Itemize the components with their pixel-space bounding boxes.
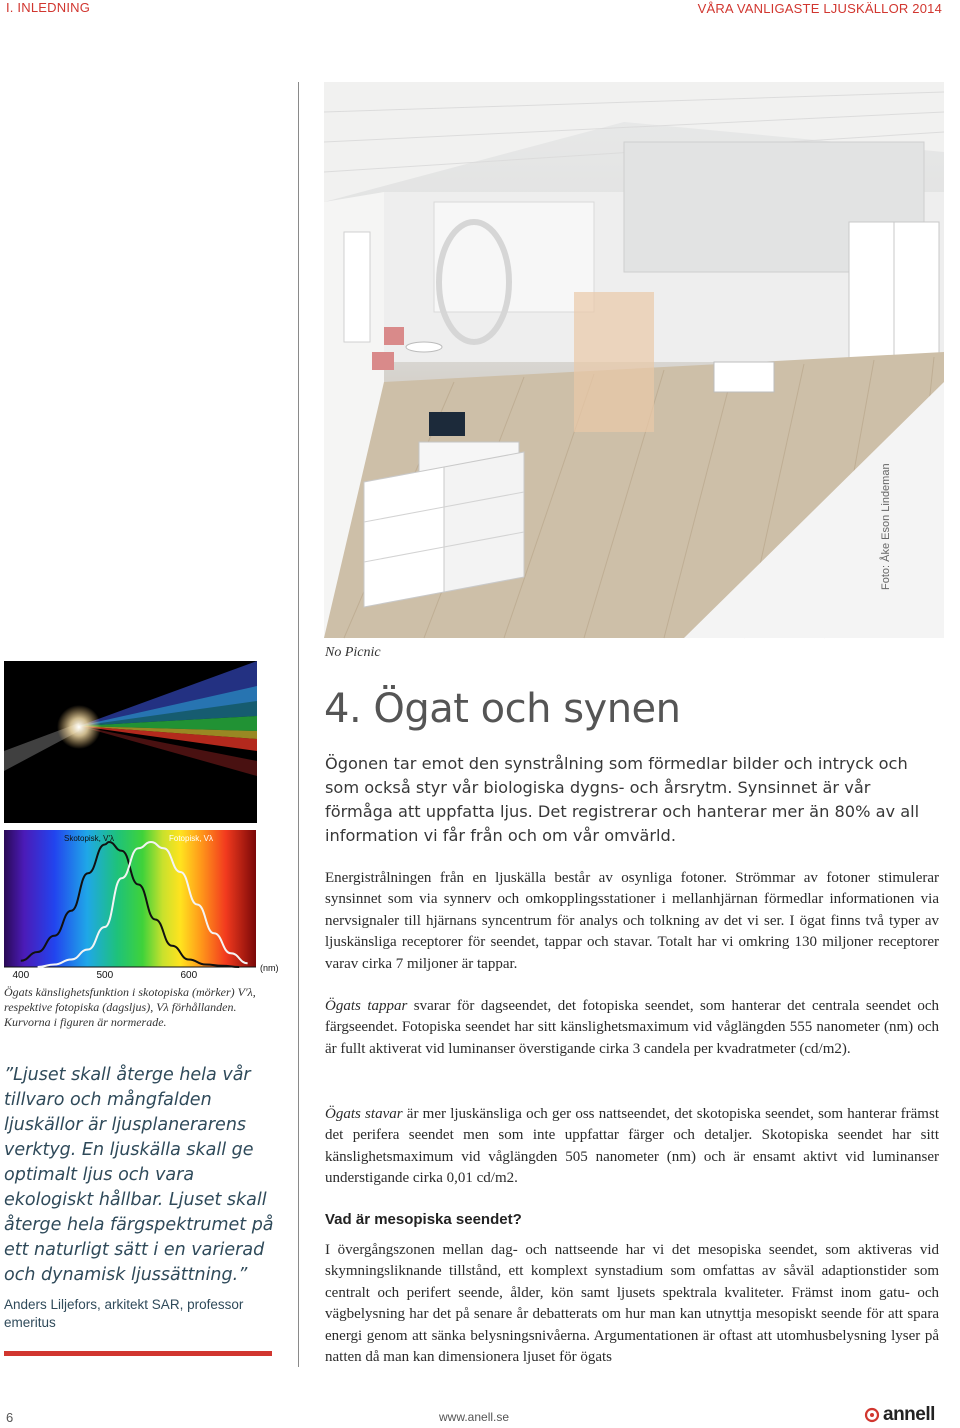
pull-quote: ”Ljuset skall återge hela vår tillvaro och mångfalden ljuskällor är ljusplanerarens verktyg. En ljuskälla skall ge optimalt ljus och vara ekologiskt hållbar. Ljuset skall återge hela färgspektrumet på ett naturligt sätt i en varierad och dynamisk ljussättning.” xyxy=(4,1065,274,1285)
paragraph-1: Energistrålningen från en ljuskälla består av osynliga fotoner. Strömmar av fotoner stimulerar synsinnet som via synnerv och omkopplingsstationer i mellanhjärnan förmedlar informationen via nervsignaler till hjärnans syncentrum för analys och tolkning av det vi ser. I ögat finns två typer av ljuskänsliga receptorer för seendet, tappar och stavar. Totalt har vi omkring 130 miljoner receptorer varav cirka 7 miljoner är tappar. xyxy=(325,870,939,972)
sensitivity-chart xyxy=(4,830,279,981)
paragraph-2-lead: Ögats tappar xyxy=(325,998,408,1014)
plot-background xyxy=(4,830,256,967)
paragraph-3 xyxy=(325,1104,939,1190)
chart-caption: Ögats känslighetsfunktion i skotopiska (mörker) V'λ, respektive fotopiska (dagsljus), Vλ förhållanden. Kurvorna i figuren är normerade. xyxy=(4,985,256,1029)
spectrum-photo xyxy=(4,661,257,823)
logo-text: annell xyxy=(883,1404,935,1425)
publication-title: VÅRA VANLIGASTE LJUSKÄLLOR 2014 xyxy=(697,1,942,16)
footer-link[interactable]: www.anell.se xyxy=(439,1410,510,1424)
x-unit-label: (nm) xyxy=(260,963,279,973)
legend-label-1: Skotopisk, V'λ xyxy=(64,834,114,843)
paragraph-2 xyxy=(325,996,939,1060)
article-title: 4. Ögat och synen xyxy=(324,686,681,732)
interior-illustration xyxy=(324,82,944,638)
paragraph-3-text: är mer ljuskänsliga och ger oss nattseendet, det skotopiska seendet, som hanterar främst det perifera seendet men som inte uppfattar färger och detaljer. Skotopiska seendet har sitt känslighetsmaximum vid våglängden 505 nanometer (nm) och är ensamt aktivt vid luminanser understigande cirka 0,01 cd/m2. xyxy=(325,1106,939,1187)
column-divider xyxy=(298,82,299,1367)
paragraph-4: I övergångszonen mellan dag- och nattseende har vi det mesopiska seendet, som aktiveras vid skymningsliknande tillstånd, ett komplext synstadium som omfattas av såväl adaptionstider som centralt och perifert seende, ålder, kön samt ljusets spektrala kvaliteter. Främst inom gatu- och vägbelysning har det på senare år debatterats om hur man kan utnyttja mesopiskt seende för att spara energi genom att sänka belysningsnivåerna. Argumentationen är oftast att utomhusbelysning lyser på natten då man kan dimensionera ljuset för ögats xyxy=(325,1242,939,1366)
paragraph-2-text: svarar för dagseendet, det fotopiska seendet, som hanterar det centrala seendet och färgseendet. Fotopiska seendet har sitt känslighetsmaximum vid våglängden 555 nanometer (nm) och är fullt aktiverat vid luminanser överstigande cirka 3 candela per kvadratmeter (cd/m2). xyxy=(325,998,939,1057)
paragraph-3-lead: Ögats stavar xyxy=(325,1106,403,1122)
photo-caption: No Picnic xyxy=(325,645,381,660)
x-tick-label: 400 xyxy=(12,970,30,981)
brand-logo xyxy=(865,1404,935,1426)
quote-author: Anders Liljefors, arkitekt SAR, professor emeritus xyxy=(4,1297,244,1330)
x-tick-label: 500 xyxy=(96,970,114,981)
interior-photo xyxy=(324,82,944,638)
prism-light-illustration xyxy=(4,661,257,823)
subheading: Vad är mesopiska seendet? xyxy=(325,1211,522,1228)
accent-bar xyxy=(4,1351,272,1356)
article-lead: Ögonen tar emot den synstrålning som förmedlar bilder och intryck och som också styr vår biologiska dygns- och årsrytm. Synsinnet är vår förmåga att uppfatta ljus. Det registrerar och hanterar mer än 80% av all information vi får från och om vår omvärld. xyxy=(325,754,920,845)
section-label: I. INLEDNING xyxy=(6,0,91,15)
logo-mark-icon xyxy=(865,1408,879,1422)
page-number: 6 xyxy=(6,1410,14,1425)
x-tick-label: 600 xyxy=(180,970,198,981)
photo-credit: Foto: Åke Eson Lindeman xyxy=(880,463,892,590)
chart-svg xyxy=(4,830,279,981)
legend-label-2: Fotopisk, Vλ xyxy=(169,834,214,843)
